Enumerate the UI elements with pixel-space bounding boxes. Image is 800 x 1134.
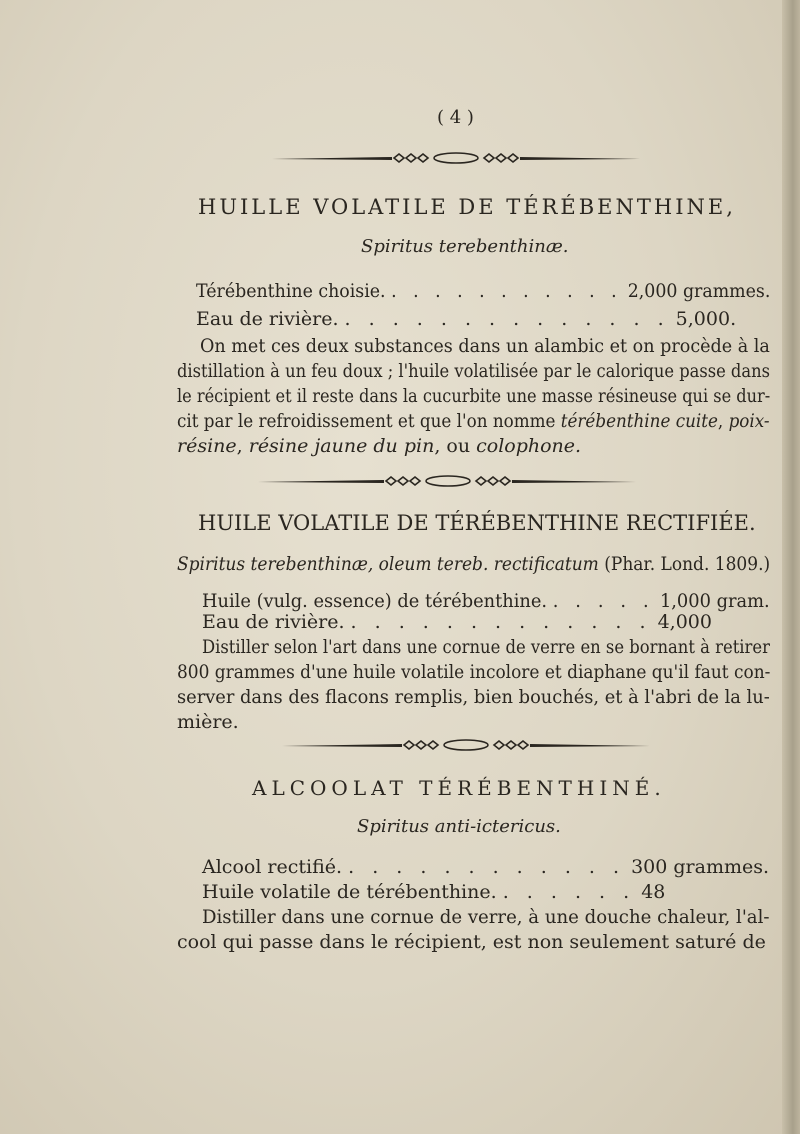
ingredient-quantity: 300 grammes. [631,856,770,878]
separator: , [236,435,243,457]
paragraph-line [177,412,770,431]
section-title-3: ALCOOLAT TÉRÉBENTHINÉ. [252,776,666,800]
ingredient-name: Huile volatile de térébenthine. [202,881,497,903]
paragraph-line: Distiller dans une cornue de verre, à une douche chaleur, l'al- [202,906,770,928]
paragraph-line: le récipient et il reste dans la cucurbite une masse résineuse qui se dur- [177,385,771,407]
page-number: ( 4 ) [437,107,474,128]
ingredient-name: Eau de rivière. [202,611,345,633]
page-edge [782,0,800,1134]
section-title-1: HUILLE VOLATILE DE TÉRÉBENTHINE, [198,195,736,219]
ingredient-name: Huile (vulg. essence) de térébenthine. [202,590,548,612]
leader-dots: . . . . . . . . . . . . . . [344,308,670,330]
paragraph-text: cit par le refroidissement et que l'on nomme [177,410,556,432]
paragraph-line: Distiller selon l'art dans une cornue de verre en se bornant à retirer [202,636,770,658]
italic-term: résine jaune du pin [248,435,435,457]
section-subtitle-2 [177,555,770,574]
italic-term: térébenthine cuite [560,410,718,432]
ingredient-name: Eau de rivière. [196,308,339,330]
section-subtitle-1: Spiritus terebenthinæ. [361,236,569,257]
paragraph-line: mière. [177,711,239,733]
italic-term: poix- [728,410,770,432]
separator: , ou [434,435,471,457]
leader-dots: . . . . . . . . . . . . . [350,611,652,633]
ingredient-row [202,592,770,611]
ingredient-row [196,282,770,301]
paragraph-line: 800 grammes d'une huile volatile incolore et diaphane qu'il faut con- [177,661,771,683]
italic-term: colophone. [476,435,582,457]
ornamental-rule [258,474,638,488]
subtitle-latin: Spiritus terebenthinæ, oleum tereb. rectificatum [177,553,599,575]
paragraph-line: server dans des flacons remplis, bien bouchés, et à l'abri de la lu- [177,686,770,708]
ingredient-row [202,858,769,877]
ingredient-quantity: 1,000 gram. [659,590,770,612]
leader-dots: . . . . . . . . . . . [391,280,623,302]
ingredient-quantity: 48 [641,881,666,903]
ingredient-quantity: 5,000. [675,308,737,330]
paragraph-line: distillation à un feu doux ; l'huile volatilisée par le calorique passe dans [177,360,770,382]
ingredient-row [202,613,712,632]
paragraph-line [177,437,581,456]
separator: , [717,410,724,432]
ingredient-quantity: 2,000 grammes. [627,280,771,302]
italic-term: résine [177,435,237,457]
paragraph-line: cool qui passe dans le récipient, est non seulement saturé de [177,931,766,953]
ornamental-rule [282,738,650,752]
ingredient-row [202,883,665,902]
subtitle-reference: (Phar. Lond. 1809.) [604,553,771,575]
ingredient-name: Térébenthine choisie. [196,280,386,302]
ingredient-quantity: 4,000 [657,611,712,633]
leader-dots: . . . . . . . . . . . . [348,856,626,878]
paragraph-line: On met ces deux substances dans un alambic et on procède à la [200,335,770,357]
section-title-2: HUILE VOLATILE DE TÉRÉBENTHINE RECTIFIÉE. [198,511,756,535]
section-subtitle-3: Spiritus anti-ictericus. [357,816,561,837]
ornamental-rule [272,151,640,165]
ingredient-name: Alcool rectifié. [202,856,343,878]
leader-dots: . . . . . . [502,881,636,903]
leader-dots: . . . . . [552,590,655,612]
ingredient-row [196,310,736,329]
